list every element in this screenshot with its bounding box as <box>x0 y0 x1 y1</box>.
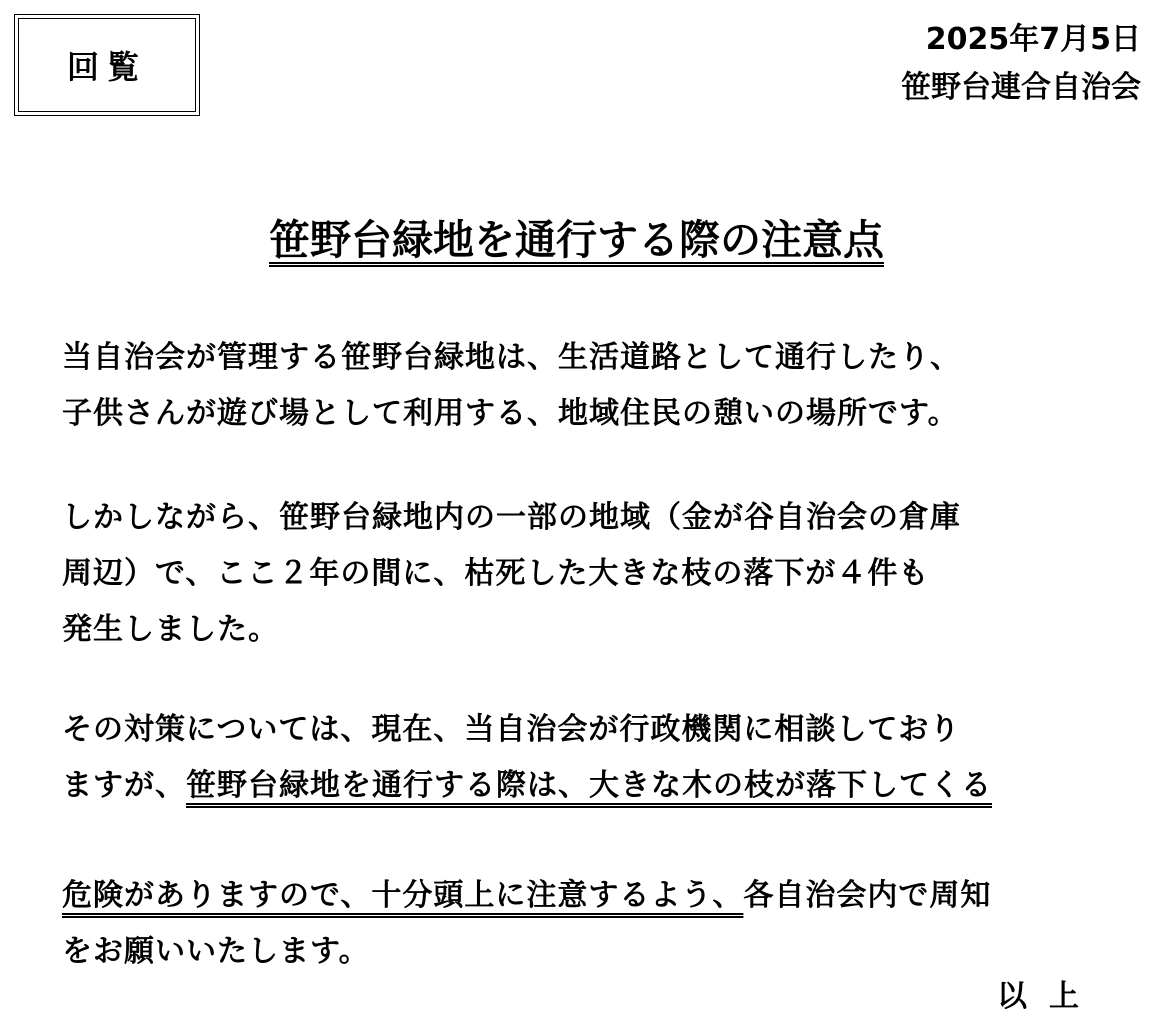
document-date: 2025年7月5日 <box>925 22 1141 57</box>
paragraph-text: ますが、 <box>62 768 186 803</box>
circular-label: 回覧 <box>18 18 196 112</box>
document-title-text: 笹野台緑地を通行する際の注意点 <box>269 216 884 264</box>
paragraph-line: 周辺）で、ここ２年の間に、枯死した大きな枝の落下が４件も <box>62 556 930 591</box>
emphasized-warning-text: 笹野台緑地を通行する際は、大きな木の枝が落下してくる <box>186 768 992 803</box>
circular-stamp-box <box>14 14 200 116</box>
paragraph-1 <box>62 330 1142 442</box>
paragraph-line: 子供さんが遊び場として利用する、地域住民の憩いの場所です。 <box>62 396 959 431</box>
paragraph-line <box>62 868 1142 924</box>
document-title <box>0 212 1153 268</box>
paragraph-line <box>62 758 1142 814</box>
paragraph-line: をお願いいたします。 <box>62 934 370 969</box>
paragraph-line: 当自治会が管理する笹野台緑地は、生活道路として通行したり、 <box>62 340 961 375</box>
closing-remark: 以上 <box>997 979 1101 1014</box>
paragraph-line: しかしながら、笹野台緑地内の一部の地域（金が谷自治会の倉庫 <box>62 500 961 535</box>
paragraph-2 <box>62 490 1142 658</box>
emphasized-warning-text: 危険がありますので、十分頭上に注意するよう、 <box>62 878 744 913</box>
issuer-name: 笹野台連合自治会 <box>901 70 1141 105</box>
paragraph-text: 各自治会内で周知 <box>743 878 992 913</box>
paragraph-line: 発生しました。 <box>62 612 279 647</box>
paragraph-line: その対策については、現在、当自治会が行政機関に相談しており <box>62 712 961 747</box>
paragraph-3 <box>62 702 1142 980</box>
